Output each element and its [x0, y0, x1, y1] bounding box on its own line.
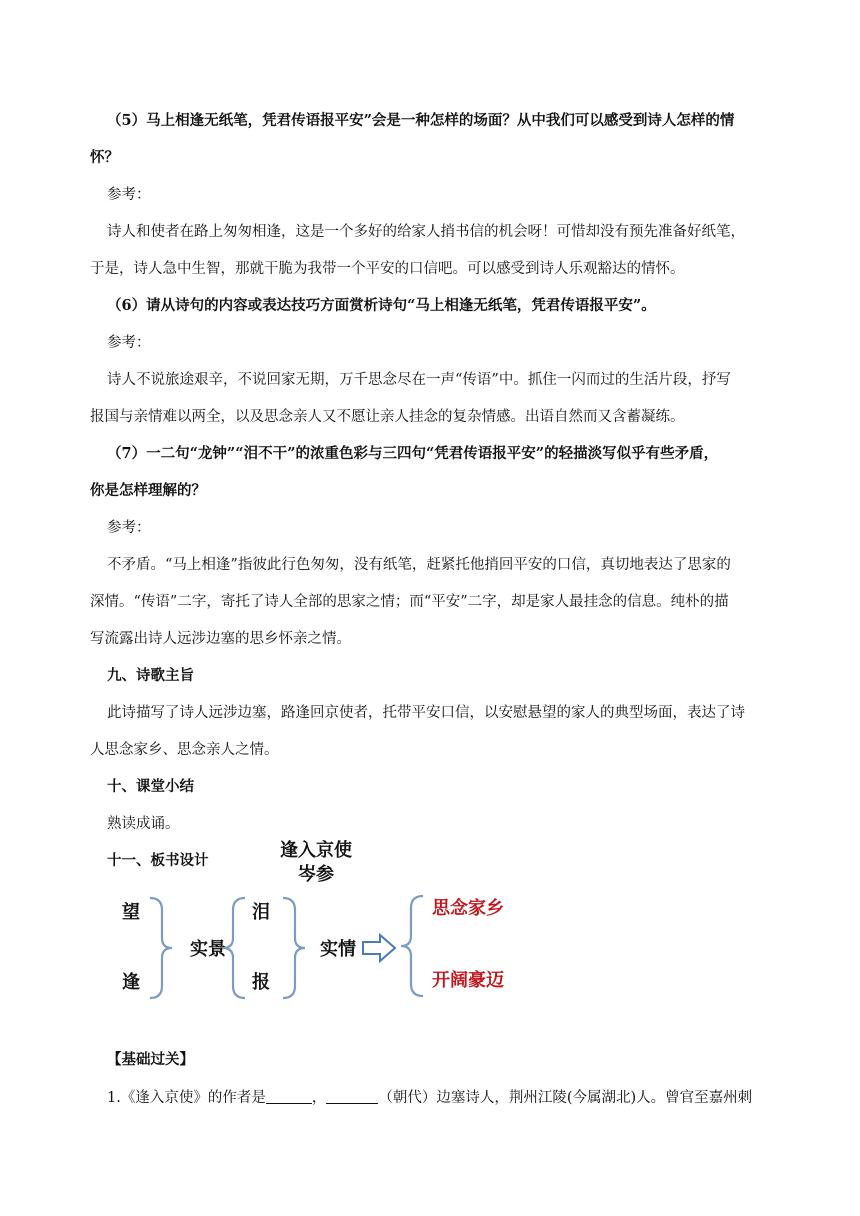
q7-answer-line2: 深情。“传语”二字，寄托了诗人全部的思家之情；而“平安”二字，却是家人最挂念的信息。纯朴的描: [90, 594, 729, 610]
board-emotion: 实情: [320, 939, 356, 960]
basics-q1-separator: ，: [311, 1090, 327, 1106]
q7-question-line2: 你是怎样理解的？: [90, 482, 206, 499]
section9-body-line1: 此诗描写了诗人远涉边塞，路逢回京使者，托带平安口信，以安慰悬望的家人的典型场面，表达了诗: [107, 705, 745, 721]
q7-answer-line3: 写流露出诗人远涉边塞的思乡怀亲之情。: [90, 631, 351, 647]
board-left-bottom: 逢: [122, 972, 140, 993]
board-mid-bottom: 报: [252, 972, 270, 993]
board-mid-top: 泪: [252, 902, 270, 923]
board-left-top: 望: [122, 902, 140, 923]
q6-answer-line1: 诗人不说旅途艰辛，不说回家无期，万千思念尽在一声“传语”中。抓住一闪而过的生活片段，抒写: [107, 372, 731, 388]
board-arrow-icon: [363, 935, 395, 961]
section9-heading: 九、诗歌主旨: [107, 667, 194, 684]
basics-q1-suffix: （朝代）边塞诗人，荆州江陵(今属湖北)人。曾官至嘉州刺: [378, 1090, 753, 1106]
q5-reference-label: 参考：: [107, 187, 151, 203]
board-brace-left: [150, 898, 172, 998]
q5-question-line1: （5）马上相逢无纸笔，凭君传语报平安”会是一种怎样的场面？从中我们可以感受到诗人怎样的情: [107, 112, 735, 129]
q7-question-line1: （7）一二句“龙钟”“泪不干”的浓重色彩与三四句“凭君传语报平安”的轻描淡写似乎有些矛盾，: [107, 445, 719, 462]
board-brace-middle-left: [223, 898, 245, 998]
q5-answer-line1: 诗人和使者在路上匆匆相逢，这是一个多好的给家人捎书信的机会呀！可惜却没有预先准备好纸笔，: [107, 224, 745, 240]
q7-reference-label: 参考：: [107, 520, 151, 536]
board-brace-right: [401, 896, 423, 996]
board-brace-middle-right: [283, 898, 305, 998]
basics-heading: 【基础过关】: [107, 1051, 194, 1068]
board-scene: 实景: [190, 939, 226, 960]
basics-q1-prefix: 1.《逢入京使》的作者是: [107, 1090, 266, 1106]
q5-answer-line2: 于是，诗人急中生智，那就干脆为我带一个平安的口信吧。可以感受到诗人乐观豁达的情怀。: [90, 261, 685, 277]
section10-body: 熟读成诵。: [107, 816, 180, 832]
board-title: 逢入京使: [280, 840, 352, 861]
q5-question-line2: 怀？: [90, 149, 119, 166]
blank-author[interactable]: [266, 1089, 312, 1104]
section10-heading: 十、课堂小结: [107, 778, 194, 795]
q6-answer-line2: 报国与亲情难以两全，以及思念亲人又不愿让亲人挂念的复杂情感。出语自然而又含蓄凝练。: [90, 409, 685, 425]
blank-dynasty[interactable]: [326, 1089, 378, 1104]
board-result-top: 思念家乡: [432, 898, 504, 919]
board-author: 岑参: [298, 864, 334, 885]
q6-question-line1: （6）请从诗句的内容或表达技巧方面赏析诗句“马上相逢无纸笔，凭君传语报平安”。: [107, 297, 656, 314]
board-diagram: [0, 830, 860, 1030]
q7-answer-line1: 不矛盾。“马上相逢”指彼此行色匆匆，没有纸笔，赶紧托他捎回平安的口信，真切地表达了思家的: [107, 557, 731, 573]
q6-reference-label: 参考：: [107, 335, 151, 351]
section9-body-line2: 人思念家乡、思念亲人之情。: [90, 742, 279, 758]
section11-heading: 十一、板书设计: [107, 852, 209, 869]
board-result-bottom: 开阔豪迈: [432, 970, 504, 991]
basics-question1: [107, 1086, 752, 1107]
